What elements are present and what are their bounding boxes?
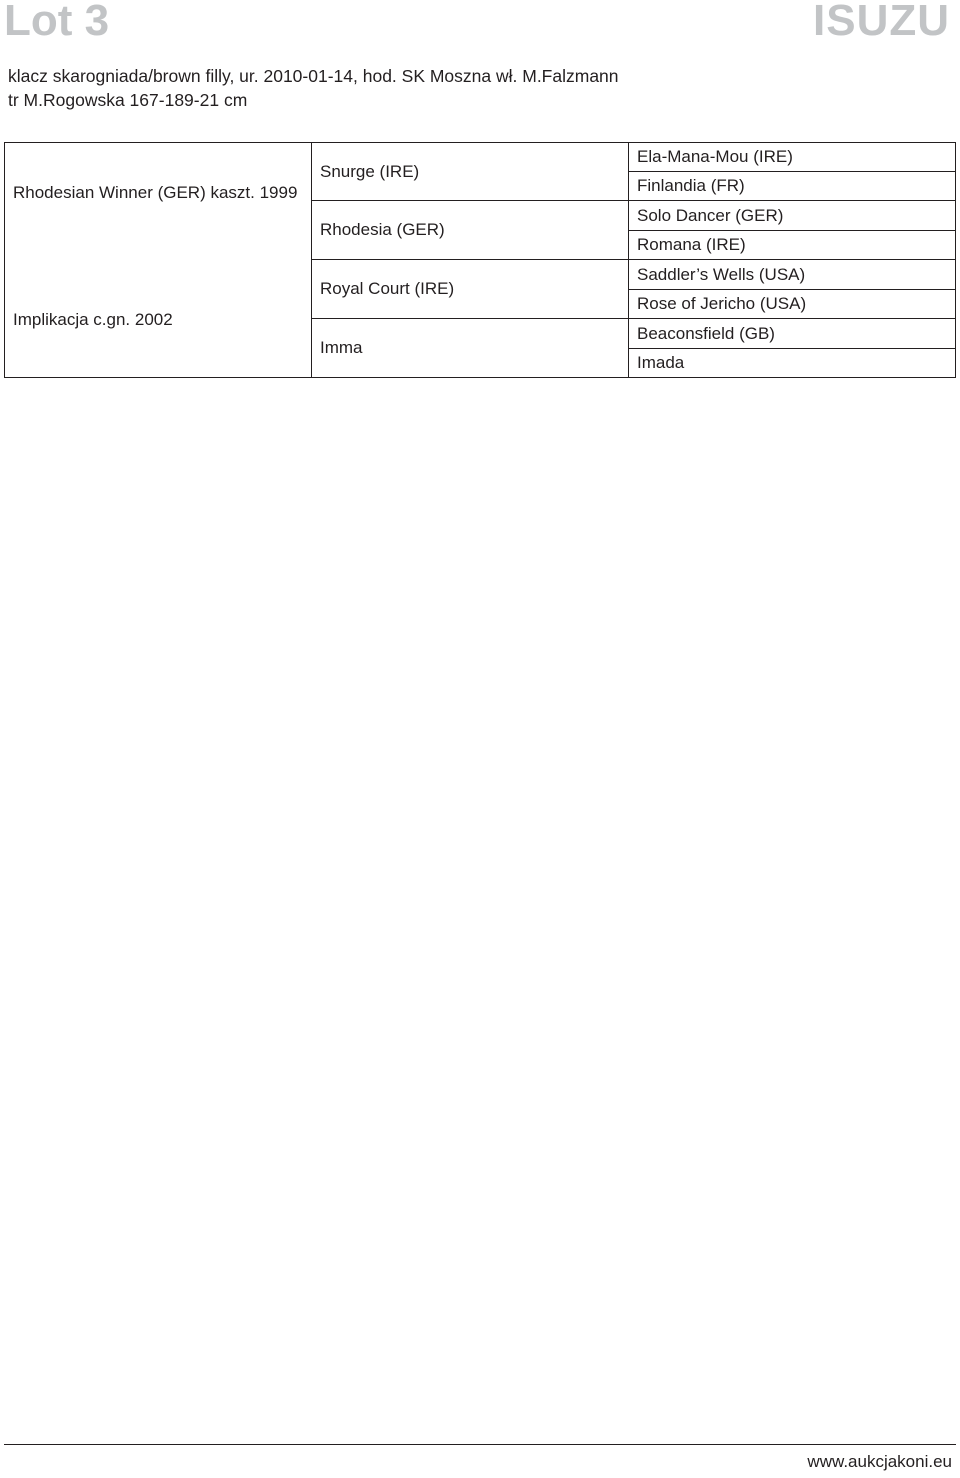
- lot-number: Lot 3: [4, 0, 110, 45]
- pedigree-table: [4, 142, 956, 378]
- pedigree-grandparent: Royal Court (IRE): [312, 260, 629, 319]
- pedigree-great-grandparent: Ela-Mana-Mou (IRE): [629, 143, 956, 172]
- pedigree-great-grandparent: Beaconsfield (GB): [629, 319, 956, 349]
- pedigree-great-grandparent: Finlandia (FR): [629, 172, 956, 201]
- pedigree-great-grandparent: Saddler’s Wells (USA): [629, 260, 956, 290]
- pedigree-grandparent: Rhodesia (GER): [312, 201, 629, 260]
- pedigree-parents-cell: [5, 143, 312, 378]
- website-link[interactable]: www.aukcjakoni.eu: [807, 1452, 952, 1471]
- pedigree-grandparent: Imma: [312, 319, 629, 378]
- footer-divider: [4, 1444, 956, 1445]
- pedigree-great-grandparent: Solo Dancer (GER): [629, 201, 956, 231]
- horse-description: [8, 64, 619, 112]
- horse-name: ISUZU: [813, 0, 950, 45]
- pedigree-grandparent: Snurge (IRE): [312, 143, 629, 201]
- pedigree-great-grandparent: Rose of Jericho (USA): [629, 290, 956, 319]
- pedigree-great-grandparent: Imada: [629, 349, 956, 378]
- pedigree-dam: Implikacja c.gn. 2002: [13, 310, 173, 329]
- pedigree-great-grandparent: Romana (IRE): [629, 231, 956, 260]
- description-line-1: klacz skarogniada/brown filly, ur. 2010-01-14, hod. SK Moszna wł. M.Falzmann: [8, 66, 619, 86]
- description-line-2: tr M.Rogowska 167-189-21 cm: [8, 90, 248, 110]
- pedigree-sire: Rhodesian Winner (GER) kaszt. 1999: [13, 183, 298, 202]
